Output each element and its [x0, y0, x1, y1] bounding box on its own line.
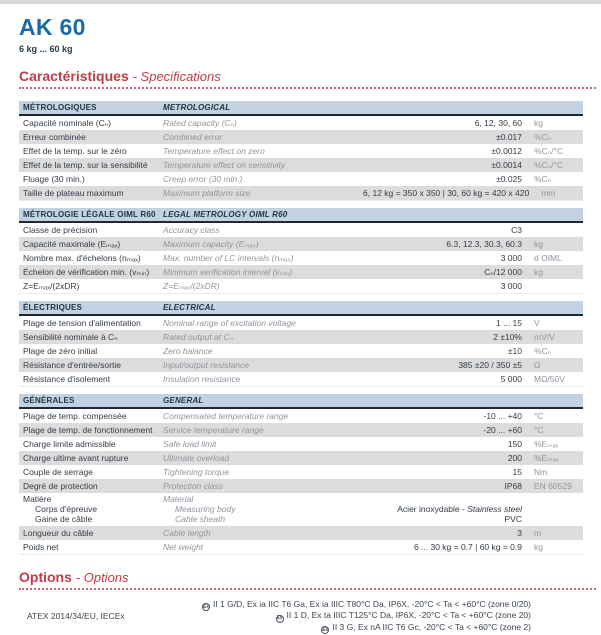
label-en: Accuracy class	[163, 225, 220, 235]
label-fr: Gaine de câble	[35, 514, 93, 524]
table-row	[19, 344, 583, 358]
label-en: Zero balance	[163, 346, 213, 356]
datasheet-page	[0, 14, 601, 633]
material-sub-row	[23, 514, 579, 524]
label-en: Temperature effect on sensitivity	[163, 160, 286, 170]
table-row	[19, 330, 583, 344]
label-fr: Couple de serrage	[23, 467, 93, 477]
value: 3 000	[500, 253, 522, 263]
value: 6, 12, 30, 60	[474, 118, 522, 128]
label-fr: Sensibilité nominale à Cₙ	[23, 331, 118, 342]
label-en: Tightening torque	[163, 467, 230, 477]
value: 200	[507, 453, 522, 463]
options-heading-fr: Options	[19, 569, 72, 585]
unit: d OIML	[534, 253, 562, 263]
label-en: Rated output at Cₙ	[163, 331, 234, 342]
value: 385 ±20 / 350 ±5	[458, 360, 522, 370]
label-en: Minimum verification interval (vₘᵢₙ)	[163, 266, 293, 277]
unit: Ω	[534, 360, 541, 370]
table-row	[19, 526, 583, 540]
value: 2 ±10%	[493, 332, 522, 342]
label-fr: Plage de temp. compensée	[23, 411, 127, 421]
atex-marking-text: II 1 D, Ex ta IIIC T125°C Da, IP6X, -20°C < Ta < +60°C (zone 20)	[286, 610, 531, 621]
label-fr: Poids net	[23, 542, 59, 552]
material-sub-row	[23, 494, 579, 504]
table-row	[19, 358, 583, 372]
value: 1 ... 15	[496, 318, 522, 328]
product-capacity-range: 6 kg ... 60 kg	[19, 44, 73, 54]
label-fr: Charge ultime avant rupture	[23, 453, 129, 463]
unit: %Cₙ	[534, 173, 552, 184]
specifications-heading	[19, 68, 596, 89]
unit: %Cₙ	[534, 131, 552, 142]
atex-certification-label: ATEX 2014/34/EU, IECEx	[27, 610, 125, 621]
label-fr: Taille de plateau maximum	[23, 188, 124, 198]
specifications-table	[19, 101, 583, 555]
table-row	[19, 409, 583, 423]
label-fr: Matière	[23, 494, 52, 504]
section-legal-metrology	[19, 208, 583, 294]
value: 6.3, 12.3, 30.3, 60.3	[446, 239, 522, 249]
section-header-fr: MÉTROLOGIE LÉGALE OIML R60	[23, 210, 156, 219]
unit: °C	[534, 411, 544, 421]
unit: m	[534, 528, 542, 538]
table-row	[19, 451, 583, 465]
value: 6 ... 30 kg = 0.7 | 60 kg = 0.9	[413, 542, 522, 552]
table-row	[19, 423, 583, 437]
unit: kg	[534, 118, 543, 128]
value: ±0.0012	[491, 146, 522, 156]
label-en: Net weight	[163, 542, 204, 552]
label-en: Z=Eₘₐₓ/(2xDR)	[163, 280, 220, 291]
value: C3	[511, 225, 522, 235]
table-row	[19, 237, 583, 251]
section-header	[19, 394, 583, 409]
value: Cₙ/12 000	[484, 266, 522, 277]
table-row	[19, 540, 583, 554]
value: 6, 12 kg = 350 x 350 | 30, 60 kg = 420 x 420	[363, 188, 530, 198]
value: 15	[512, 467, 522, 477]
table-row	[19, 130, 583, 144]
unit	[522, 514, 579, 524]
section-rows	[19, 316, 583, 387]
label-fr: Échelon de vérification min. (vₘᵢₙ)	[23, 266, 150, 277]
label-en: Safe load limit	[163, 439, 217, 449]
unit: kg	[534, 267, 543, 277]
options-content	[19, 599, 583, 633]
table-row	[19, 265, 583, 279]
value: Acier inoxydable - Stainless steel	[397, 504, 522, 514]
label-fr: Capacité maximale (Eₘₐₓ)	[23, 238, 121, 249]
unit: mm	[541, 188, 556, 198]
unit: mV/V	[534, 332, 555, 342]
label-en: Compensated temperature range	[163, 411, 289, 421]
section-header-fr: GÉNÉRALES	[23, 396, 75, 405]
label-fr: Capacité nominale (Cₙ)	[23, 117, 111, 128]
value: ±0.025	[496, 174, 522, 184]
label-en: Maximum capacity (Eₘₐₓ)	[163, 238, 259, 249]
label-en: Temperature effect on zero	[163, 146, 265, 156]
value: PVC	[504, 514, 522, 524]
section-header	[19, 101, 583, 116]
value	[363, 494, 522, 504]
unit	[522, 504, 579, 514]
label-en: Nominal range of excitation voltage	[163, 318, 296, 328]
atex-marking-line	[202, 622, 531, 633]
label-fr: Erreur combinée	[23, 132, 86, 142]
label-fr: Effet de la temp. sur le zéro	[23, 146, 127, 156]
product-title: AK 60	[19, 14, 86, 40]
label-en: Cable sheath	[175, 514, 226, 524]
unit: V	[534, 318, 540, 328]
label-en: Protection class	[163, 481, 223, 491]
label-fr: Charge limite admissible	[23, 439, 116, 449]
label-fr: Fluage (30 min.)	[23, 174, 85, 184]
label-en: Rated capacity (Cₙ)	[163, 117, 237, 128]
options-heading-en: - Options	[75, 570, 129, 585]
label-fr: Effet de la temp. sur la sensibilité	[23, 160, 148, 170]
material-sub-row	[23, 504, 579, 514]
value: ±0.017	[496, 132, 522, 142]
atex-ex-icon: Ex	[276, 615, 283, 622]
unit: kg	[534, 542, 543, 552]
table-row	[19, 316, 583, 330]
specifications-heading-en: - Specifications	[132, 69, 221, 84]
table-row	[19, 186, 583, 200]
label-en: Insulation resistance	[163, 374, 241, 384]
unit: %Cₙ/°C	[534, 145, 563, 156]
unit: EN 60529	[534, 481, 572, 491]
label-en: Combined error	[163, 132, 223, 142]
table-row	[19, 251, 583, 265]
atex-marking-lines	[202, 599, 531, 633]
label-fr: Plage de zéro initial	[23, 346, 98, 356]
atex-marking-line	[202, 599, 531, 610]
unit: kg	[534, 239, 543, 249]
section-header-en: LEGAL METROLOGY OIML R60	[163, 210, 288, 219]
table-row	[19, 437, 583, 451]
options-heading	[19, 569, 596, 590]
value: IP68	[504, 481, 522, 491]
page-top-strip	[0, 0, 601, 4]
label-fr: Résistance d'entrée/sortie	[23, 360, 122, 370]
unit: °C	[534, 425, 544, 435]
label-en: Creep error (30 min.)	[163, 174, 243, 184]
label-fr: Classe de précision	[23, 225, 98, 235]
section-electrical	[19, 301, 583, 387]
section-header	[19, 208, 583, 223]
label-en: Ultimate overload	[163, 453, 230, 463]
table-row	[19, 479, 583, 493]
label-fr: Résistance d'isolement	[23, 374, 111, 384]
section-header-en: METROLOGICAL	[163, 103, 231, 112]
unit: MΩ/50V	[534, 374, 565, 384]
unit: %Eₘₐₓ	[534, 438, 559, 449]
table-row-material	[19, 493, 583, 526]
unit: %Cₙ/°C	[534, 159, 563, 170]
unit: %Cₙ	[534, 345, 552, 356]
unit	[522, 494, 579, 504]
value: ±10	[507, 346, 522, 356]
value: -10 ... +40	[483, 411, 522, 421]
atex-marking-line	[202, 610, 531, 621]
unit: %Eₘₐₓ	[534, 452, 559, 463]
label-fr: Plage de tension d'alimentation	[23, 318, 141, 328]
label-fr: Z=Eₘₐₓ/(2xDR)	[23, 280, 80, 291]
table-row	[19, 116, 583, 130]
value: 150	[507, 439, 522, 449]
label-en: Max. number of LC intervals (nₘₐₓ)	[163, 252, 294, 263]
section-header-fr: ÉLECTRIQUES	[23, 303, 83, 312]
section-header-en: GENERAL	[163, 396, 204, 405]
specifications-heading-fr: Caractéristiques	[19, 68, 129, 84]
atex-ex-icon: Ex	[202, 604, 210, 610]
label-fr: Longueur du câble	[23, 528, 94, 538]
label-en: Service temperature range	[163, 425, 264, 435]
label-en: Material	[163, 494, 194, 504]
label-fr: Corps d'épreuve	[35, 504, 98, 514]
table-row	[19, 223, 583, 237]
label-en: Measuring body	[175, 504, 236, 514]
section-header	[19, 301, 583, 316]
options-block	[19, 569, 601, 633]
atex-ex-icon: Ex	[322, 626, 329, 633]
atex-marking-text: II 1 G/D, Ex ia IIC T6 Ga, Ex ia IIIC T80°C Da, IP6X, -20°C < Ta < +60°C (zone 0/20)	[213, 599, 531, 609]
section-rows	[19, 116, 583, 201]
table-row	[19, 465, 583, 479]
unit: Nm	[534, 467, 548, 477]
value: 5 000	[500, 374, 522, 384]
label-fr: Nombre max. d'échelons (nₘₐₓ)	[23, 252, 141, 263]
section-header-fr: MÉTROLOGIQUES	[23, 103, 97, 112]
section-rows	[19, 223, 583, 294]
value: 3 000	[500, 281, 522, 291]
section-rows	[19, 409, 583, 555]
label-en: Maximum platform size	[163, 188, 251, 198]
label-en: Input/output resistance	[163, 360, 250, 370]
atex-marking-text: II 3 G, Ex nA IIC T6 Gc, -20°C < Ta < +60°C (zone 2)	[332, 621, 531, 632]
value: 3	[517, 528, 522, 538]
label-en: Cable length	[163, 528, 211, 538]
section-header-en: ELECTRICAL	[163, 303, 216, 312]
table-row	[19, 372, 583, 386]
table-row	[19, 279, 583, 293]
value: -20 ... +60	[483, 425, 522, 435]
table-row	[19, 144, 583, 158]
value: ±0.0014	[491, 160, 522, 170]
section-metrological	[19, 101, 583, 201]
label-fr: Degré de protection	[23, 481, 98, 491]
table-row	[19, 158, 583, 172]
label-fr: Plage de temp. de fonctionnement	[23, 425, 153, 435]
section-general	[19, 394, 583, 555]
table-row	[19, 172, 583, 186]
